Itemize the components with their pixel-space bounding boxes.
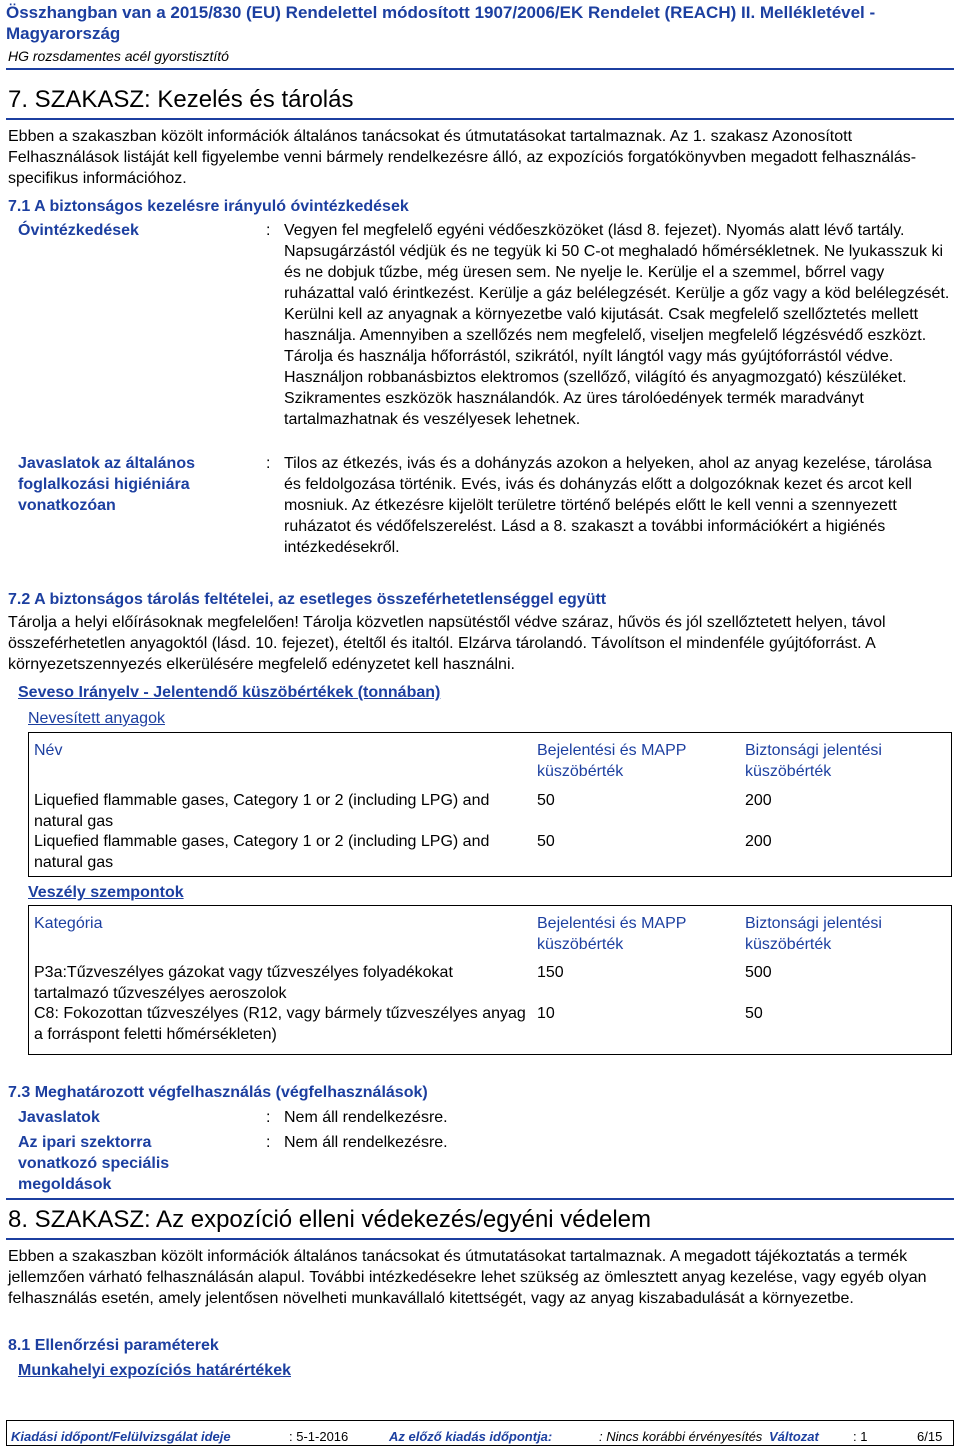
precautions-label: Óvintézkedések [18,222,139,239]
named-substances-table [28,732,952,877]
section-8-1-heading: 8.1 Ellenőrzési paraméterek [8,1337,219,1354]
footer [6,1420,954,1446]
hazard-row-1-category: P3a:Tűzveszélyes gázokat vagy tűzveszélyes folyadékokat tartalmazó tűzveszélyes aeroszolok [34,964,453,1002]
section-7-divider [6,118,954,120]
hazard-categories-heading: Veszély szempontok [28,884,184,901]
hazard-row-2-mapp: 10 [537,1005,555,1022]
version-value: : 1 [853,1429,868,1444]
workplace-limits-heading: Munkahelyi expozíciós határértékek [18,1362,291,1379]
document-header-title: Összhangban van a 2015/830 (EU) Rendelettel módosított 1907/2006/EK Rendelet (REACH) II. Mellékletével - Magyarország [6,3,876,43]
hazard-header-safety: Biztonsági jelentési küszöbérték [745,915,882,953]
industrial-solutions-colon: : [266,1134,271,1151]
section-8-title: 8. SZAKASZ: Az expozíció elleni védekezés/egyéni védelem [8,1206,652,1233]
section-8-intro: Ebben a szakaszban közölt információk általános tanácsokat és útmutatásokat tartalmaznak. A megadott tájékoztatás a termék jellemzően várható felhasználásán alapul. További intézkedésekre lehet szükség az ömlesztett anyag kezelése, vagy egyéb olyan felhasználás esetén, amely jelentősen növelheti munkavállaló kitettségét, vagy az anyag kiszabadulását a környezetbe. [8,1248,927,1307]
section-8-divider [6,1238,954,1240]
section-7-1-heading: 7.1 A biztonságos kezelésre irányuló óvintézkedések [8,198,409,215]
named-row-2-safety: 200 [745,833,772,850]
named-header-name: Név [34,742,63,759]
industrial-solutions-label: Az ipari szektorra vonatkozó speciális megoldások [18,1134,170,1193]
product-name: HG rozsdamentes acél gyorstisztító [8,48,229,64]
issue-date-label: Kiadási időpont/Felülvizsgálat ideje [11,1429,231,1444]
previous-issue-value: : Nincs korábbi érvényesítés [599,1429,763,1444]
named-row-1-name: Liquefied flammable gases, Category 1 or 2 (including LPG) and natural gas [34,792,490,830]
previous-issue-label: Az előző kiadás időpontja: [389,1429,553,1444]
recommendations-value: Nem áll rendelkezésre. [284,1109,448,1126]
storage-text: Tárolja a helyi előírásoknak megfelelően! Tárolja közvetlen napsütéstől védve száraz, hűvös és jól szellőztetett helyen, távol összeférhetetlen anyagoktól (lásd. 10. fejezet), ételtől és italtól. Elzárva tárolandó. Távolítson el mindenféle gyújtóforrást. A környezetszennyezés elkerülésére megfelelő edényzetet kell használni. [8,614,886,673]
version-label: Változat [769,1429,819,1444]
hygiene-value: Tilos az étkezés, ivás és a dohányzás azokon a helyeken, ahol az anyag kezelése, tárolása és feldolgozása történik. Evés, ivás és dohányzás előtt a dolgozóknak kezet és arcot kell mosniuk. Az étkezésre kijelölt területre történő belépés előtt le kell venni a szennyezett ruházatot és védőfelszerelést. Lásd a 8. szakaszt a további információkért a higiénés intézkedésekről. [284,455,932,556]
header-divider [6,68,954,70]
seveso-heading: Seveso Irányelv - Jelentendő küszöbértékek (tonnában) [18,684,441,701]
hazard-header-mapp: Bejelentési és MAPP küszöbérték [537,915,687,953]
hazard-row-1-mapp: 150 [537,964,564,981]
precautions-colon: : [266,222,271,239]
recommendations-label: Javaslatok [18,1109,100,1126]
named-row-1-mapp: 50 [537,792,555,809]
hazard-row-2-safety: 50 [745,1005,763,1022]
named-row-1-safety: 200 [745,792,772,809]
named-header-safety: Biztonsági jelentési küszöbérték [745,742,882,780]
named-row-2-mapp: 50 [537,833,555,850]
hazard-categories-table [28,905,952,1055]
section-7-title: 7. SZAKASZ: Kezelés és tárolás [8,86,354,113]
hazard-row-1-safety: 500 [745,964,772,981]
industrial-solutions-value: Nem áll rendelkezésre. [284,1134,448,1151]
hygiene-colon: : [266,455,271,472]
named-substances-heading: Nevesített anyagok [28,710,165,727]
hazard-row-2-category: C8: Fokozottan tűzveszélyes (R12, vagy bármely tűzveszélyes anyag a forráspont feletti hőmérsékleten) [34,1005,526,1043]
section-8-top-divider [6,1198,954,1200]
section-7-2-heading: 7.2 A biztonságos tárolás feltételei, az esetleges összeférhetetlenséggel együtt [8,591,607,608]
issue-date-value: : 5-1-2016 [289,1429,349,1444]
precautions-value: Vegyen fel megfelelő egyéni védőeszközöket (lásd 8. fejezet). Nyomás alatt lévő tartály. Napsugárzástól védjük és ne tegyük ki 50 C-ot meghaladó hőmérsékletnek. Ne lyukasszuk ki és ne dobjuk tűzbe, még üresen sem. Ne nyelje le. Kerülje el a szemmel, bőrrel vagy ruházattal való érintkezést. Kerülje a gáz belélegzését. Kerülje a gőz vagy a köd belélegzését. Kerülni kell az anyagnak a környezetbe való kijutását. Csak megfelelő szellőztetés mellett használja. Amennyiben a szellőzés nem megfelelő, viseljen megfelelő légzésvédő eszközt. Tárolja és használja hőforrástól, szikrától, nyílt lángtól vagy más gyújtóforrástól védve. Használjon robbanásbiztos elektromos (szellőző, világító és anyagmozgató) készüléket. Szikramentes eszközök használandók. Az üres tárolóedények termék maradványt tartalmazhatnak és veszélyesek lehetnek. [284,222,950,428]
named-header-mapp: Bejelentési és MAPP küszöbérték [537,742,687,780]
page-number: 6/15 [917,1429,943,1444]
section-7-3-heading: 7.3 Meghatározott végfelhasználás (végfelhasználások) [8,1084,428,1101]
recommendations-colon: : [266,1109,271,1126]
named-row-2-name: Liquefied flammable gases, Category 1 or 2 (including LPG) and natural gas [34,833,490,871]
hazard-header-category: Kategória [34,915,103,932]
section-7-intro: Ebben a szakaszban közölt információk általános tanácsokat és útmutatásokat tartalmaznak. Az 1. szakasz Azonosított Felhasználások listáját kell figyelembe venni bármely rendelkezésre álló, az expozíciós forgatókönyvben megadott felhasználás-specifikus információhoz. [8,128,917,187]
hygiene-label: Javaslatok az általános foglalkozási higiéniára vonatkozóan [18,455,195,514]
